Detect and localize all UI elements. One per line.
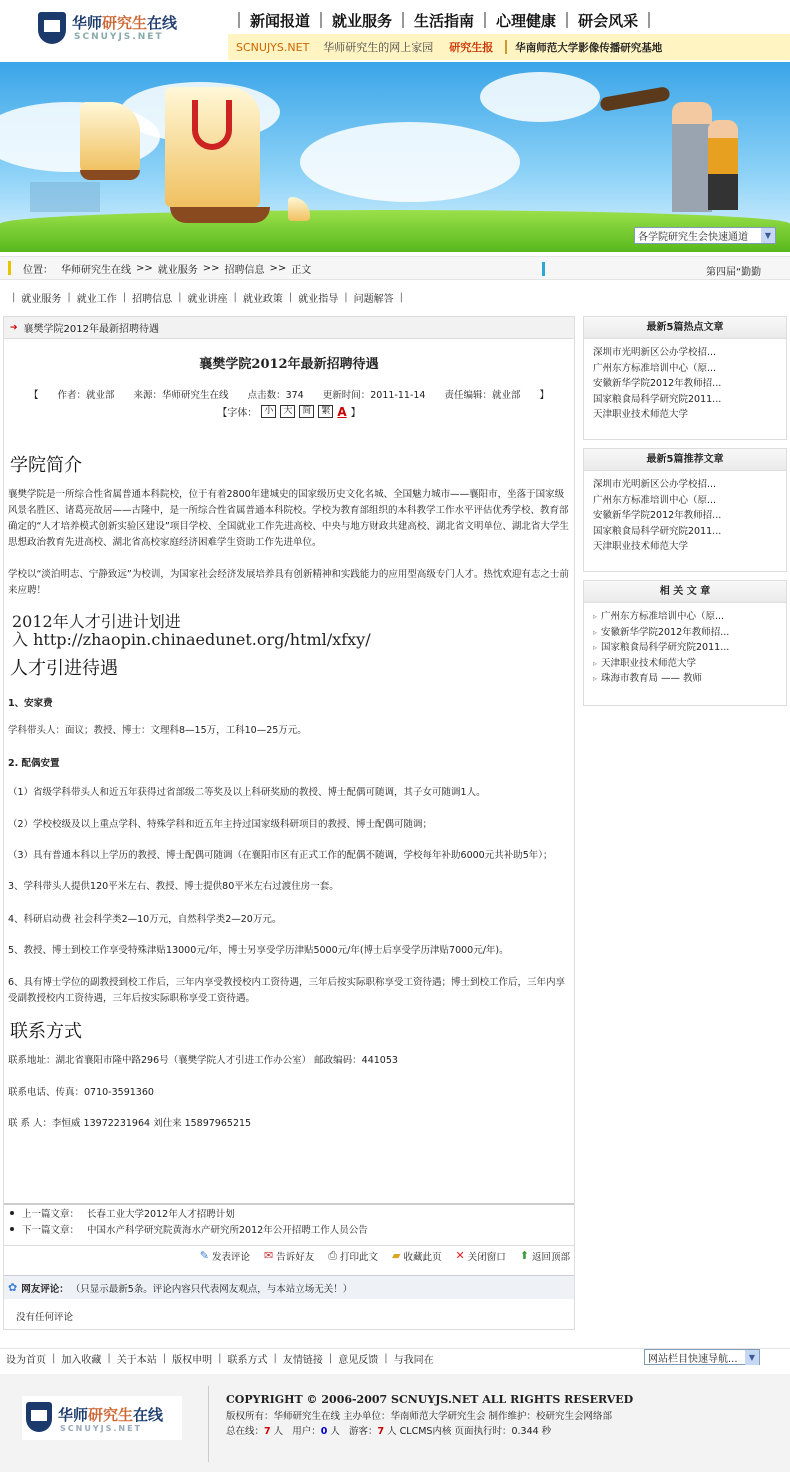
meta-editor: 责任编辑：就业部 — [444, 390, 521, 401]
article-crumb: ➔ 襄樊学院2012年最新招聘待遇 — [4, 317, 574, 339]
prev-next-nav — [4, 1203, 574, 1237]
breadcrumb-current: 正文 — [291, 264, 312, 276]
list-item[interactable]: 天津职业技术师范大学 — [593, 541, 689, 552]
article-panel — [3, 316, 575, 1330]
paragraph-intro-2: 学校以“淡泊明志、宁静致远”为校训，为国家社会经济发展培养具有创新精神和实践能力的应用型高级专门人才。热忱欢迎有志之士前来应聘！ — [8, 569, 569, 596]
list-item[interactable]: 安徽新华学院2012年教师招... — [593, 510, 722, 521]
logo-text-accent: 研究生 — [102, 14, 148, 32]
small-sail-icon — [80, 102, 140, 172]
tiny-sail-icon — [288, 197, 310, 221]
next-article: 下一篇文章： 中国水产科学研究院黄海水产研究所2012年公开招聘工作人员公告 — [4, 1221, 574, 1237]
plan-link[interactable]: 入 http://zhaopin.chinaedunet.org/html/xfxy/ — [12, 630, 371, 649]
list-item[interactable]: 广州东方标准培训中心（原... — [593, 362, 717, 374]
comment-empty: 没有任何评论 — [16, 1312, 74, 1323]
footer-link-friends[interactable]: 友情链接 — [282, 1355, 323, 1366]
footer-link-favorite[interactable]: 加入收藏 — [61, 1355, 102, 1366]
footer-link-feedback[interactable]: 意见反馈 — [338, 1355, 379, 1366]
city-skyline — [30, 182, 100, 212]
footer-link-homepage[interactable]: 设为首页 — [6, 1355, 46, 1366]
footer-link-contact[interactable]: 联系方式 — [227, 1355, 268, 1366]
close-icon: ✕ — [455, 1249, 465, 1262]
list-item[interactable]: 天津职业技术师范大学 — [593, 409, 689, 420]
comment-icon: ✎ — [199, 1249, 209, 1262]
print-button[interactable]: ⎙ 打印此文 — [328, 1248, 379, 1263]
footer-copyright: COPYRIGHT © 2006-2007 SCNUYJS.NET ALL RIGHTS RESERVED — [226, 1393, 634, 1406]
list-item[interactable]: ▹ 广州东方标准培训中心（原... — [593, 611, 725, 622]
footer-stats: 总在线：7 人 用户：0 人 游客：7 人 CLCMS内核 页面执行时：0.344 秒 — [226, 1426, 552, 1437]
printer-icon: ⎙ — [328, 1248, 338, 1262]
paragraph-intro-1: 襄樊学院是一所综合性省属普通本科院校，位于有着2800年建城史的国家级历史文化名城、全国魅力城市——襄阳市，坐落于国家级风景名胜区、诸葛亮故居——古隆中，是一所综合性省属普通本科院校。学校为教育部组织的本科教学工作水平评估优秀学校、教育部确定的“人才培养模式创新实验区建设”项目学校、全国就业工作先进高校、中央与地方财政共建高校、湖北省文明单位、湖北省大学生思想政治教育先进高校、湖北省高校家庭经济困难学生资助工作先进单位。 — [8, 489, 569, 548]
plan-line-1: 2012年人才引进计划进 — [12, 612, 181, 631]
woman-figure — [708, 120, 738, 210]
section-3-text: 3、学科带头人提供120平米左右、教授、博士提供80平米左右过渡住房一套。 — [8, 881, 339, 892]
college-quick-select[interactable]: 各学院研究生会快速通道 ▼ — [634, 227, 776, 244]
breadcrumb-recruit[interactable]: 招聘信息 — [224, 264, 265, 276]
contact-phone: 联系电话、传真：0710-3591360 — [8, 1087, 154, 1098]
main-nav — [228, 6, 790, 34]
back-to-top-button[interactable]: ⬆ 返回顶部 — [519, 1249, 570, 1263]
hot-articles-box — [583, 316, 787, 440]
article-meta: 【 作者：就业部 来源：华师研究生在线 点击数：374 更新时间：2011-11-14 责任编辑：就业部 】 — [28, 390, 550, 401]
channel-guidance[interactable]: 就业指导 — [298, 293, 339, 305]
contact-person: 联 系 人：李恒威 13972231964 刘仕来 15897965215 — [8, 1118, 252, 1129]
footer-logo[interactable]: 华师研究生在线 SCNUYJS.NET — [22, 1396, 182, 1440]
cloud-shape — [480, 72, 600, 122]
shield-logo-icon — [26, 1402, 52, 1432]
triangle-right-icon: ▹ — [593, 658, 598, 668]
heading-treatment: 人才引进待遇 — [10, 658, 118, 679]
breadcrumb-employment[interactable]: 就业服务 — [157, 264, 198, 276]
prev-article-link[interactable]: 长春工业大学2012年人才招聘计划 — [87, 1209, 235, 1220]
banner — [0, 62, 790, 252]
mail-icon: ✉ — [263, 1249, 274, 1262]
man-figure — [672, 102, 712, 212]
arrow-right-icon: ➔ — [10, 322, 18, 333]
channel-employment[interactable]: 就业服务 — [21, 293, 62, 305]
list-item[interactable]: 广州东方标准培训中心（原... — [593, 494, 717, 506]
list-item[interactable]: 深圳市光明新区公办学校招... — [593, 347, 717, 358]
font-small-button[interactable]: 小 — [261, 405, 276, 418]
bookmark-button[interactable]: ▰ 收藏此页 — [392, 1249, 442, 1263]
nav-life-guide[interactable]: 生活指南 — [414, 11, 475, 30]
prev-article: 上一篇文章： 长春工业大学2012年人才招聘计划 — [4, 1205, 574, 1221]
triangle-right-icon: ▹ — [593, 643, 598, 652]
footer-link-join[interactable]: 与我同在 — [393, 1355, 434, 1366]
footer-link-about[interactable]: 关于本站 — [116, 1355, 157, 1366]
sub-nav — [228, 34, 790, 60]
chevron-down-icon: ▼ — [761, 228, 775, 243]
footer — [0, 1374, 790, 1472]
channel-recruit[interactable]: 招聘信息 — [132, 293, 173, 305]
channel-work[interactable]: 就业工作 — [76, 293, 117, 305]
telescope-icon — [599, 86, 670, 112]
cloud-shape — [300, 122, 520, 202]
footer-owner: 版权所有：华师研究生在线 主办单位：华南师范大学研究生会 制作维护：校研究生会网络部 — [226, 1411, 613, 1422]
subnav-domain: SCNUJYS.NET — [236, 40, 310, 54]
list-item[interactable]: ▹ 天津职业技术师范大学 — [593, 657, 697, 669]
font-size-controls: 【字体： 小 大 简 繁 A 】 — [217, 404, 361, 419]
font-traditional-button[interactable]: 繁 — [318, 405, 333, 418]
subnav-paper-link[interactable]: 研究生报 — [449, 41, 494, 54]
nav-employment[interactable]: 就业服务 — [332, 11, 393, 30]
related-articles-title: 相 关 文 章 — [584, 581, 786, 603]
chevron-down-icon: ▼ — [745, 1350, 759, 1365]
section-2-item-3: （3）具有普通本科以上学历的教授、博士配偶可随调（在襄阳市区有正式工作的配偶不随调，学校每年补助6000元共补助5年）； — [8, 850, 553, 861]
channel-faq[interactable]: 问题解答 — [353, 293, 394, 305]
triangle-right-icon: ▹ — [593, 612, 598, 621]
logo-text-main: 华师 — [72, 14, 103, 32]
triangle-right-icon: ▹ — [593, 627, 598, 637]
recommended-articles-box — [583, 448, 787, 572]
meta-clicks: 点击数：374 — [247, 390, 304, 401]
list-item[interactable]: 安徽新华学院2012年教师招... — [593, 378, 722, 389]
list-item[interactable]: 国家粮食局科学研究院2011... — [593, 393, 722, 405]
list-item[interactable]: 国家粮食局科学研究院2011... — [593, 525, 722, 537]
subnav-slogan: 华师研究生的网上家园 — [323, 41, 434, 54]
channel-lecture[interactable]: 就业讲座 — [187, 293, 228, 305]
channel-bar: | 就业服务 | 就业工作 | 招聘信息 | 就业讲座 | 就业政策 | 就业指导 | 问题解答 | — [12, 291, 403, 305]
article-title: 襄樊学院2012年最新招聘待遇 — [199, 357, 379, 372]
font-large-button[interactable]: 大 — [280, 405, 295, 418]
nav-union[interactable]: 研会风采 — [578, 11, 639, 30]
breadcrumb-home[interactable]: 华师研究生在线 — [61, 264, 131, 276]
font-simplified-button[interactable]: 简 — [299, 405, 314, 418]
post-comment-button[interactable]: ✎ 发表评论 — [199, 1249, 250, 1263]
section-2-item-2: （2）学校校级及以上重点学科、特殊学科和近五年主持过国家级科研项目的教授、博士配偶可随调； — [8, 819, 433, 830]
list-item[interactable]: ▹ 安徽新华学院2012年教师招... — [593, 626, 730, 638]
arrow-up-icon: ⬆ — [519, 1249, 529, 1262]
hot-articles-title: 最新5篇热点文章 — [584, 317, 786, 339]
footer-link-copyright[interactable]: 版权申明 — [172, 1355, 213, 1366]
list-item[interactable]: ▹ 国家粮食局科学研究院2011... — [593, 642, 730, 653]
meta-author: 作者：就业部 — [57, 390, 115, 401]
heading-contact: 联系方式 — [10, 1021, 82, 1042]
news-ticker[interactable]: 第四届“勤勤 — [706, 267, 762, 278]
next-article-link[interactable]: 中国水产科学研究院黄海水产研究所2012年公开招聘工作人员公告 — [87, 1225, 368, 1236]
comment-header: ✿ 网友评论： （只显示最新5条。评论内容只代表网友观点，与本站立场无关！） — [4, 1275, 574, 1299]
site-quick-nav-select[interactable]: 网站栏目快速导航... ▼ — [644, 1349, 760, 1365]
section-6-text: 6、具有博士学位的副教授到校工作后，三年内享受教授校内工资待遇，三年后按实际职称享受工资待遇；博士到校工作后，三年内享受副教授校内工资待遇，三年后按实际职称享受工资待遇。 — [8, 977, 566, 1004]
close-window-button[interactable]: ✕ 关闭窗口 — [455, 1249, 506, 1263]
tell-friend-button[interactable]: ✉ 告诉好友 — [263, 1249, 315, 1263]
list-item[interactable]: ▹ 珠海市教育局 —— 教师 — [593, 673, 703, 684]
section-2-item-1: （1）省级学科带头人和近五年获得过省部级二等奖及以上科研奖励的教授、博士配偶可随调，其子女可随调1人。 — [8, 787, 486, 798]
site-logo[interactable] — [38, 10, 198, 50]
section-1-title: 1、安家费 — [8, 698, 53, 709]
footer-nav: 设为首页 | 加入收藏 | 关于本站 | 版权申明 | 联系方式 | 友情链接 | 意见反馈 | 与我同在 — [0, 1348, 790, 1368]
section-2-title: 2. 配偶安置 — [8, 758, 60, 769]
section-1-text: 学科带头人：面议；教授、博士：文理科8—15万，工科10—25万元。 — [8, 725, 307, 736]
section-4-text: 4、科研启动费 社会科学类2—10万元，自然科学类2—20万元。 — [8, 914, 282, 925]
breadcrumb-bar: 位置： 华师研究生在线 >> 就业服务 >> 招聘信息 >> 正文 第四届“勤勤 — [0, 256, 790, 280]
channel-policy[interactable]: 就业政策 — [242, 293, 283, 305]
sail-emblem-icon — [192, 100, 232, 150]
font-color-button[interactable]: A — [337, 404, 347, 419]
heading-intro: 学院简介 — [10, 455, 82, 476]
nav-mental-health[interactable]: 心理健康 — [496, 11, 557, 30]
list-item[interactable]: 深圳市光明新区公办学校招... — [593, 479, 717, 490]
related-articles-box — [583, 580, 787, 706]
nav-news[interactable]: 新闻报道 — [250, 11, 311, 30]
top-header — [0, 0, 790, 62]
article-tools — [4, 1245, 574, 1265]
section-5-text: 5、教授、博士到校工作享受特殊津贴13000元/年，博士另享受学历津贴5000元/年(博士后享受学历津贴7000元/年)。 — [8, 945, 509, 956]
logo-domain: SCNUYJS.NET — [74, 32, 164, 42]
triangle-right-icon: ▹ — [593, 674, 598, 683]
contact-address: 联系地址：湖北省襄阳市隆中路296号（襄樊学院人才引进工作办公室） 邮政编码：441053 — [8, 1055, 398, 1066]
shield-logo-icon — [38, 12, 66, 44]
meta-source: 来源：华师研究生在线 — [133, 390, 229, 401]
logo-text-end: 在线 — [147, 14, 178, 32]
recommended-articles-title: 最新5篇推荐文章 — [584, 449, 786, 471]
meta-updated: 更新时间：2011-11-14 — [322, 390, 426, 401]
folder-icon: ▰ — [392, 1249, 401, 1262]
subnav-contest-link[interactable]: 华南师范大学影像传播研究基地 — [515, 41, 663, 54]
footer-info — [226, 1392, 633, 1439]
chat-icon: ✿ — [8, 1281, 18, 1294]
